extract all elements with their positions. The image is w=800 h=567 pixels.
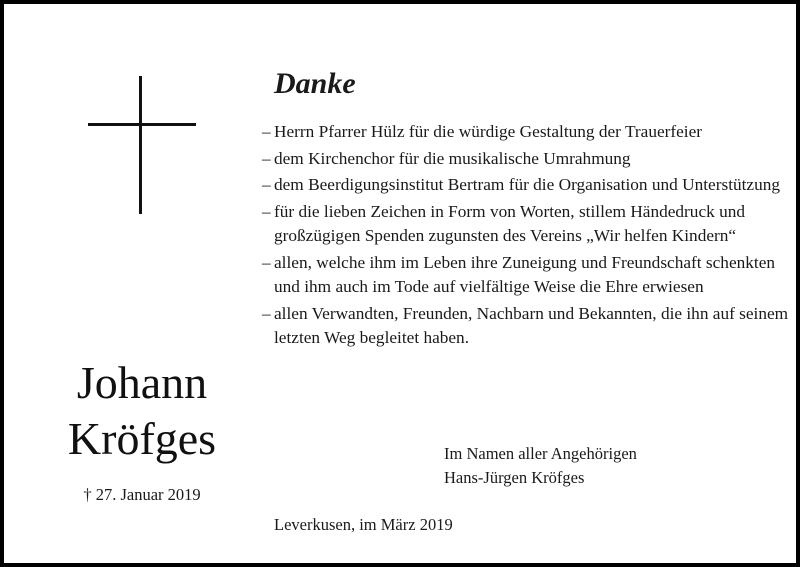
dash: – (262, 122, 271, 141)
list-item-text: dem Kirchenchor für die musikalische Umrahmung (274, 148, 631, 168)
dash: – (262, 252, 271, 272)
list-item-text: für die lieben Zeichen in Form von Worten, stillem Händedruck und großzügigen Spenden zugunsten des Vereins „Wir helfen Kindern“ (274, 201, 746, 245)
list-item-text: dem Beerdigungsinstitut Bertram für die Organisation und Unterstützung (274, 175, 781, 194)
cross-icon (88, 76, 196, 214)
list-item (262, 251, 792, 300)
list-item-text: allen, welche ihm im Leben ihre Zuneigung und Freundschaft schenkten und ihm auch im Tode auf vielfältige Weise die Ehre erwiesen (274, 252, 776, 296)
signature-line-2: Hans-Jürgen Kröfges (444, 468, 585, 487)
list-item (262, 120, 792, 145)
cross-horizontal-bar (88, 123, 196, 126)
list-item (262, 147, 792, 172)
dash: – (262, 175, 271, 194)
cross-vertical-bar (139, 76, 142, 214)
dash: – (262, 148, 271, 168)
deceased-last-name: Kröfges (67, 413, 217, 464)
list-item (262, 302, 792, 351)
list-item-text: Herrn Pfarrer Hülz für die würdige Gestaltung der Trauerfeier (274, 122, 703, 141)
list-item (262, 173, 792, 198)
list-item (262, 200, 792, 249)
deceased-first-name: Johann (76, 357, 208, 408)
dash: – (262, 201, 271, 221)
death-date: † 27. Januar 2019 (83, 485, 201, 504)
thanks-list (262, 120, 792, 353)
place-date: Leverkusen, im März 2019 (274, 515, 453, 534)
signature-line-1: Im Namen aller Angehörigen (444, 444, 637, 463)
list-item-text: allen Verwandten, Freunden, Nachbarn und Bekannten, die ihn auf seinem letzten Weg begleitet haben. (274, 303, 789, 347)
dash: – (262, 303, 271, 323)
heading-danke: Danke (274, 67, 356, 100)
